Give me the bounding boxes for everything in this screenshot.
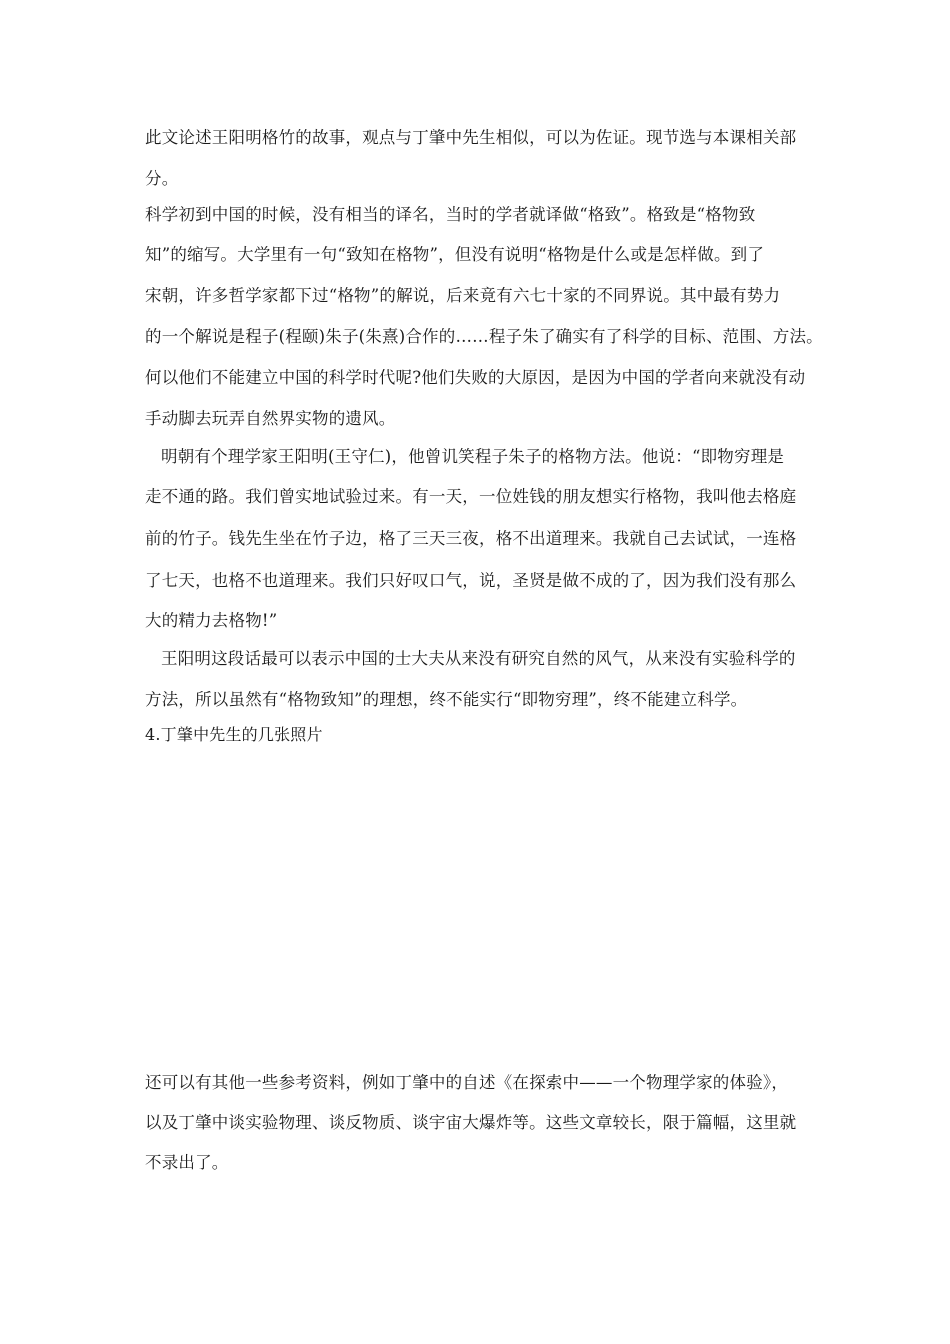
paragraph-4-line-1: 王阳明这段话最可以表示中国的士大夫从来没有研究自然的风气，从来没有实验科学的 [161,649,796,668]
paragraph-3-line-2: 走不通的路。我们曾实地试验过来。有一天，一位姓钱的朋友想实行格物，我叫他去格庭 [145,487,797,506]
paragraph-3-line-4: 了七天，也格不也道理来。我们只好叹口气，说，圣贤是做不成的了，因为我们没有那么 [145,571,797,590]
paragraph-4-line-2: 方法，所以虽然有“格物致知”的理想，终不能实行“即物穷理”，终不能建立科学。 [145,690,748,709]
paragraph-1-line-2: 分。 [145,169,179,188]
paragraph-2-line-4: 的一个解说是程子(程颐)朱子(朱熹)合作的……程子朱了确实有了科学的目标、范围、方法。 [145,327,823,346]
paragraph-5-line-1: 还可以有其他一些参考资料，例如丁肇中的自述《在探索中——一个物理学家的体验》， [145,1073,789,1092]
paragraph-2-line-3: 宋朝，许多哲学家都下过“格物”的解说，后来竟有六七十家的不同界说。其中最有势力 [145,286,781,305]
paragraph-2-line-2: 知”的缩写。大学里有一句“致知在格物”，但没有说明“格物是什么或是怎样做。到了 [145,245,765,264]
paragraph-3-line-1: 明朝有个理学家王阳明(王守仁)，他曾讥笑程子朱子的格物方法。他说：“即物穷理是 [161,447,785,466]
paragraph-2-line-6: 手动脚去玩弄自然界实物的遗风。 [145,409,396,428]
paragraph-3-line-3: 前的竹子。钱先生坐在竹子边，格了三天三夜，格不出道理来。我就自己去试试，一连格 [145,529,797,548]
photo-area [145,760,805,1050]
paragraph-2-line-1: 科学初到中国的时候，没有相当的译名，当时的学者就译做“格致”。格致是“格物致 [145,205,756,224]
paragraph-5-line-2: 以及丁肇中谈实验物理、谈反物质、谈宇宙大爆炸等。这些文章较长，限于篇幅，这里就 [145,1113,797,1132]
section-4-heading: 4.丁肇中先生的几张照片 [145,725,323,744]
paragraph-1-line-1: 此文论述王阳明格竹的故事，观点与丁肇中先生相似，可以为佐证。现节选与本课相关部 [145,128,797,147]
paragraph-5-line-3: 不录出了。 [145,1153,229,1172]
paragraph-3-line-5: 大的精力去格物!” [145,611,278,630]
paragraph-2-line-5: 何以他们不能建立中国的科学时代呢?他们失败的大原因，是因为中国的学者向来就没有动 [145,368,806,387]
